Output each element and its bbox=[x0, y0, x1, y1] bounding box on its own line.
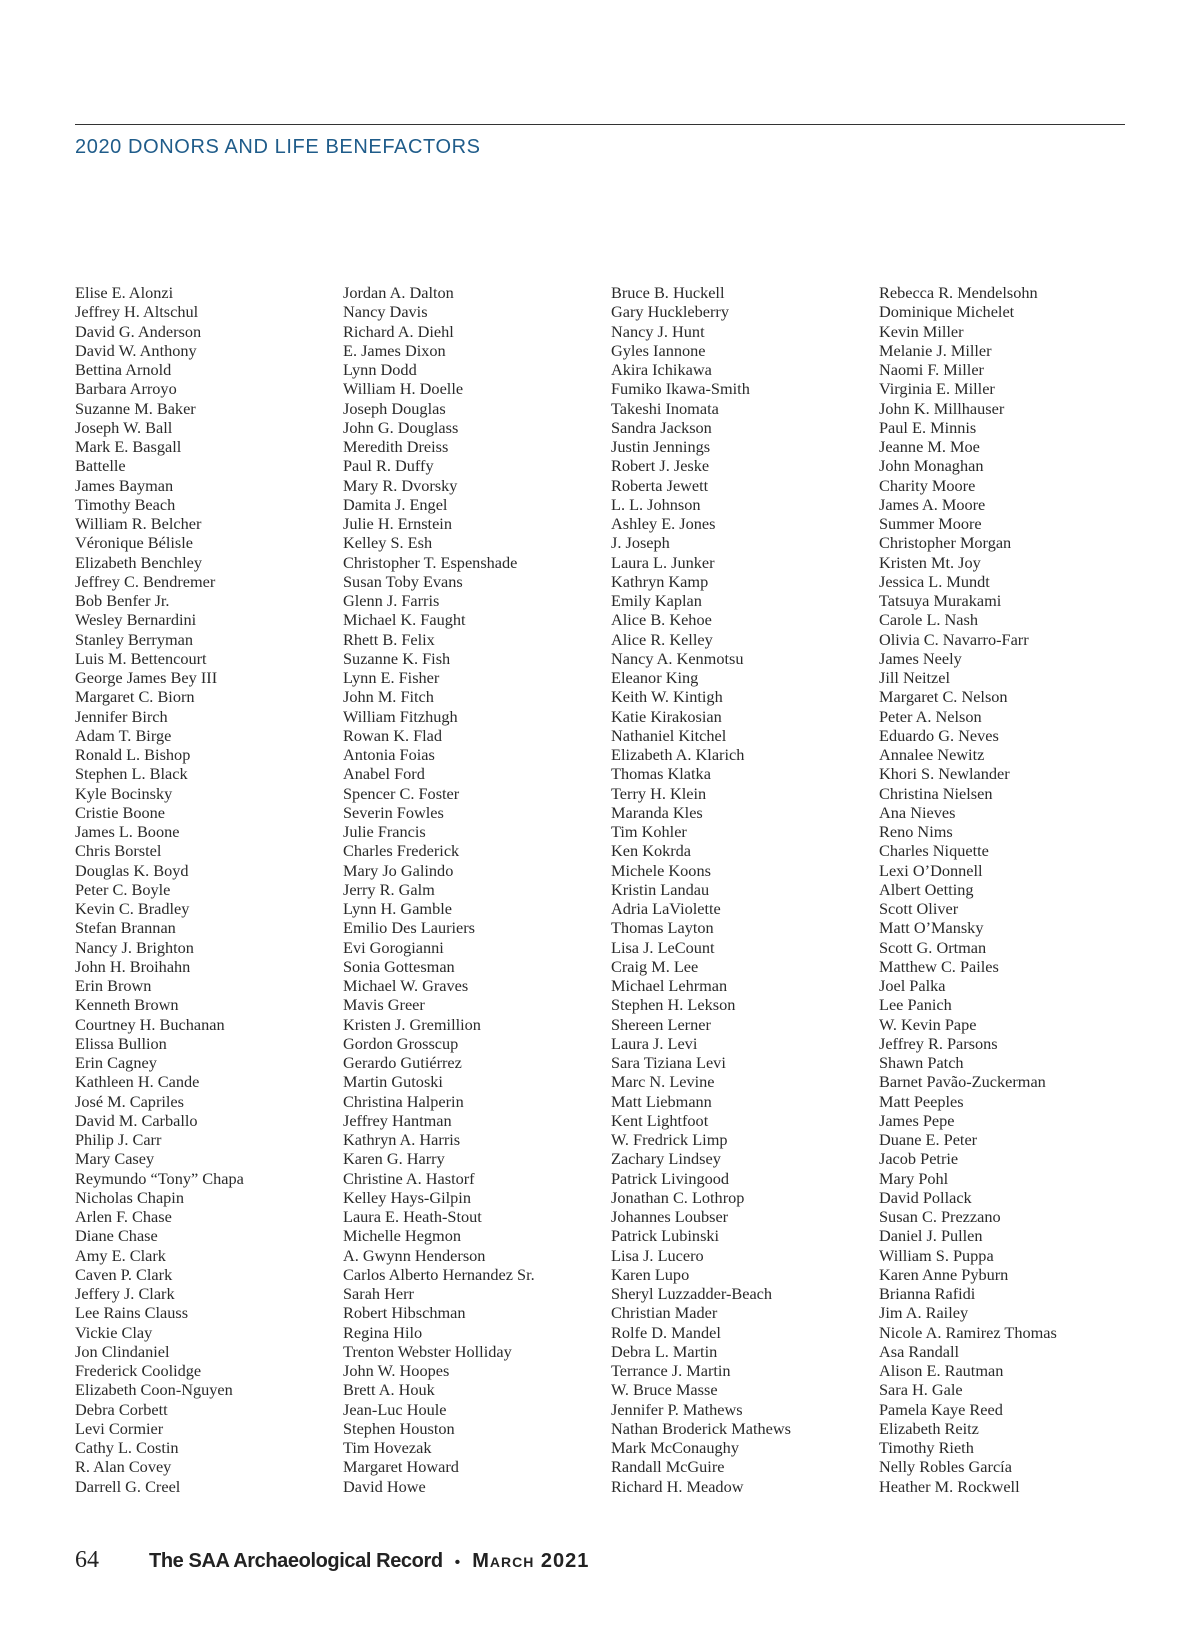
donor-name: Mark McConaughy bbox=[611, 1438, 739, 1457]
donor-name: Ken Kokrda bbox=[611, 841, 692, 861]
donor-name: Sarah Herr bbox=[343, 1284, 414, 1303]
donor-name: Zachary Lindsey bbox=[611, 1149, 721, 1169]
donor-name: Ashley E. Jones bbox=[611, 514, 716, 533]
donor-name: Jennifer P. Mathews bbox=[611, 1399, 743, 1419]
donor-name: Charles Niquette bbox=[879, 841, 989, 861]
donor-name: Levi Cormier bbox=[75, 1418, 164, 1438]
donor-name: Spencer C. Foster bbox=[343, 783, 460, 803]
donor-name: Amy E. Clark bbox=[75, 1245, 166, 1265]
donor-name: Nancy J. Brighton bbox=[75, 937, 194, 957]
donor-name: Lisa J. Lucero bbox=[611, 1245, 704, 1265]
donor-name: James L. Boone bbox=[75, 822, 180, 841]
header-rule bbox=[75, 124, 1125, 125]
donor-name: Jonathan C. Lothrop bbox=[611, 1187, 745, 1207]
donor-name: W. Kevin Pape bbox=[879, 1014, 977, 1034]
donor-name: Damita J. Engel bbox=[343, 494, 448, 514]
donor-name: David Howe bbox=[343, 1476, 426, 1496]
donor-name: Carole L. Nash bbox=[879, 610, 979, 630]
donor-name: Gerardo Gutiérrez bbox=[343, 1053, 462, 1072]
donor-name: Mavis Greer bbox=[343, 995, 425, 1015]
donor-name: Brianna Rafidi bbox=[879, 1284, 976, 1303]
donor-name: Thomas Layton bbox=[611, 918, 714, 938]
donor-name: Nicholas Chapin bbox=[75, 1187, 184, 1207]
donor-name: Terrance J. Martin bbox=[611, 1361, 731, 1380]
donor-name: Jeanne M. Moe bbox=[879, 437, 980, 456]
donor-name: Bruce B. Huckell bbox=[611, 283, 725, 302]
donor-name: Ana Nieves bbox=[879, 802, 956, 822]
donor-name: Cathy L. Costin bbox=[75, 1438, 179, 1457]
donor-name: Shereen Lerner bbox=[611, 1014, 711, 1034]
donor-name: Marc N. Levine bbox=[611, 1072, 715, 1092]
donor-name: John M. Fitch bbox=[343, 687, 434, 707]
donor-name: Craig M. Lee bbox=[611, 956, 699, 976]
donor-name: Christopher Morgan bbox=[879, 533, 1012, 553]
donor-name: William S. Puppa bbox=[879, 1245, 994, 1265]
donor-column-3 bbox=[611, 283, 879, 1496]
page-footer bbox=[75, 1547, 589, 1574]
donor-name: Debra L. Martin bbox=[611, 1341, 718, 1361]
donor-name: Adam T. Birge bbox=[75, 725, 172, 745]
donor-name: Albert Oetting bbox=[879, 879, 974, 899]
donor-name: Eleanor King bbox=[611, 668, 699, 687]
donor-name: Jean-Luc Houle bbox=[343, 1399, 447, 1419]
donor-name: Barnet Pavão-Zuckerman bbox=[879, 1072, 1046, 1092]
donor-name: Naomi F. Miller bbox=[879, 360, 984, 379]
donor-name: Christian Mader bbox=[611, 1303, 718, 1323]
donor-name: Alice R. Kelley bbox=[611, 629, 713, 649]
donor-name: Lexi O’Donnell bbox=[879, 860, 983, 880]
donor-name: Daniel J. Pullen bbox=[879, 1226, 983, 1246]
donor-name: Kent Lightfoot bbox=[611, 1110, 709, 1130]
donor-name: Anabel Ford bbox=[343, 764, 425, 784]
donor-name: Richard H. Meadow bbox=[611, 1476, 744, 1496]
donor-name: Emilio Des Lauriers bbox=[343, 918, 476, 938]
donor-name: Nathan Broderick Mathews bbox=[611, 1418, 791, 1438]
donor-name: Shawn Patch bbox=[879, 1053, 964, 1072]
donor-name: David W. Anthony bbox=[75, 340, 197, 360]
donor-name: Matt Peeples bbox=[879, 1091, 964, 1111]
donor-name: Kelley Hays-Gilpin bbox=[343, 1187, 471, 1207]
donor-name: Trenton Webster Holliday bbox=[343, 1341, 512, 1361]
publication-title: The SAA Archaeological Record bbox=[149, 1550, 443, 1572]
donor-name: Laura L. Junker bbox=[611, 552, 715, 572]
donor-name: Christina Halperin bbox=[343, 1091, 464, 1111]
donor-name: L. L. Johnson bbox=[611, 494, 701, 514]
donor-name: Heather M. Rockwell bbox=[879, 1476, 1020, 1496]
donor-name: Timothy Beach bbox=[75, 494, 176, 514]
donor-name: John H. Broihahn bbox=[75, 956, 191, 976]
donor-name: Jeffrey H. Altschul bbox=[75, 302, 199, 322]
donor-name: Sonia Gottesman bbox=[343, 956, 455, 976]
donor-name: Margaret C. Biorn bbox=[75, 687, 195, 707]
donor-name: David G. Anderson bbox=[75, 321, 202, 341]
donor-name: Julie H. Ernstein bbox=[343, 514, 452, 533]
donor-name: Caven P. Clark bbox=[75, 1264, 173, 1284]
donor-name: Kristin Landau bbox=[611, 879, 710, 899]
donor-name: Patrick Lubinski bbox=[611, 1226, 720, 1246]
page-title: 2020 DONORS AND LIFE BENEFACTORS bbox=[75, 136, 481, 158]
donor-name: Véronique Bélisle bbox=[75, 533, 194, 553]
donor-name: Robert J. Jeske bbox=[611, 456, 710, 476]
donor-name: Ronald L. Bishop bbox=[75, 745, 191, 764]
donor-name: Erin Brown bbox=[75, 976, 152, 995]
donor-name: Kathryn A. Harris bbox=[343, 1130, 461, 1149]
donor-name: Akira Ichikawa bbox=[611, 360, 712, 379]
donor-name: Charity Moore bbox=[879, 475, 976, 495]
donor-name: Virginia E. Miller bbox=[879, 379, 995, 399]
donor-name: Kristen Mt. Joy bbox=[879, 552, 981, 572]
donor-name: Rhett B. Felix bbox=[343, 629, 435, 649]
donor-name: Justin Jennings bbox=[611, 437, 711, 456]
donor-name: Philip J. Carr bbox=[75, 1130, 162, 1149]
donor-name: Michael Lehrman bbox=[611, 976, 728, 995]
donor-name: Jerry R. Galm bbox=[343, 879, 435, 899]
donor-name: Christine A. Hastorf bbox=[343, 1168, 475, 1188]
donor-name: Rolfe D. Mandel bbox=[611, 1322, 721, 1342]
donor-name: Rowan K. Flad bbox=[343, 725, 443, 745]
donor-name: John Monaghan bbox=[879, 456, 984, 476]
donor-name: Lynn Dodd bbox=[343, 360, 417, 379]
donor-name: Nathaniel Kitchel bbox=[611, 725, 727, 745]
donor-name: Tim Hovezak bbox=[343, 1438, 432, 1457]
donor-name: Joseph Douglas bbox=[343, 398, 446, 418]
donor-name: Karen Anne Pyburn bbox=[879, 1264, 1009, 1284]
donor-name: Sara H. Gale bbox=[879, 1380, 963, 1400]
donor-name: Mary Jo Galindo bbox=[343, 860, 454, 880]
donor-name: Timothy Rieth bbox=[879, 1438, 974, 1457]
donor-name: Luis M. Bettencourt bbox=[75, 648, 207, 668]
donor-name: Kelley S. Esh bbox=[343, 533, 433, 553]
donor-name: Stefan Brannan bbox=[75, 918, 176, 938]
donor-name: Erin Cagney bbox=[75, 1053, 157, 1072]
donor-name: Mary R. Dvorsky bbox=[343, 475, 458, 495]
donor-name: Courtney H. Buchanan bbox=[75, 1014, 225, 1034]
donor-name: Vickie Clay bbox=[75, 1322, 153, 1342]
donor-name: Michele Koons bbox=[611, 860, 711, 880]
donor-name: Robert Hibschman bbox=[343, 1303, 466, 1323]
donor-name: Roberta Jewett bbox=[611, 475, 709, 495]
donor-name: Margaret Howard bbox=[343, 1457, 459, 1477]
donor-name: Summer Moore bbox=[879, 514, 982, 533]
donor-name: William Fitzhugh bbox=[343, 706, 458, 726]
donor-name: Elizabeth A. Klarich bbox=[611, 745, 745, 764]
donor-name: Meredith Dreiss bbox=[343, 437, 449, 456]
donor-name: Keith W. Kintigh bbox=[611, 687, 723, 707]
donor-name: Jacob Petrie bbox=[879, 1149, 959, 1169]
donor-name: Laura J. Levi bbox=[611, 1033, 698, 1053]
donor-name: Bob Benfer Jr. bbox=[75, 591, 170, 610]
donor-name: Tim Kohler bbox=[611, 822, 687, 841]
donor-name: Susan C. Prezzano bbox=[879, 1207, 1001, 1226]
donor-name: Stephen L. Black bbox=[75, 764, 188, 784]
footer-bullet: • bbox=[454, 1554, 461, 1571]
donor-name: Barbara Arroyo bbox=[75, 379, 177, 399]
donor-name: Julie Francis bbox=[343, 822, 426, 841]
donor-name: Richard A. Diehl bbox=[343, 321, 454, 341]
donor-name: David M. Carballo bbox=[75, 1110, 198, 1130]
donor-name: Jennifer Birch bbox=[75, 706, 168, 726]
donor-name: Severin Fowles bbox=[343, 802, 444, 822]
donor-name: Stanley Berryman bbox=[75, 629, 194, 649]
donor-name: Melanie J. Miller bbox=[879, 340, 992, 360]
donor-name: J. Joseph bbox=[611, 533, 670, 553]
donor-name: Paul E. Minnis bbox=[879, 417, 977, 437]
donor-name: Lynn H. Gamble bbox=[343, 899, 452, 918]
donor-name: Duane E. Peter bbox=[879, 1130, 978, 1149]
donor-name: Diane Chase bbox=[75, 1226, 158, 1246]
donor-name: Eduardo G. Neves bbox=[879, 725, 999, 745]
donor-name: Bettina Arnold bbox=[75, 360, 172, 379]
donor-name: Nelly Robles García bbox=[879, 1457, 1012, 1477]
donor-name: Glenn J. Farris bbox=[343, 591, 440, 610]
donor-name: José M. Capriles bbox=[75, 1091, 184, 1111]
donor-name: Michael K. Faught bbox=[343, 610, 466, 630]
donor-name: Jim A. Railey bbox=[879, 1303, 969, 1323]
donor-column-4 bbox=[879, 283, 1147, 1496]
donor-name: John W. Hoopes bbox=[343, 1361, 450, 1380]
donor-name: James Pepe bbox=[879, 1110, 955, 1130]
donor-list bbox=[75, 283, 1147, 1496]
donor-name: William H. Doelle bbox=[343, 379, 464, 399]
donor-name: Asa Randall bbox=[879, 1341, 960, 1361]
donor-name: Elizabeth Reitz bbox=[879, 1418, 979, 1438]
donor-name: Chris Borstel bbox=[75, 841, 162, 861]
donor-name: Jordan A. Dalton bbox=[343, 283, 454, 302]
donor-name: Khori S. Newlander bbox=[879, 764, 1010, 784]
donor-name: Arlen F. Chase bbox=[75, 1207, 172, 1226]
donor-name: Charles Frederick bbox=[343, 841, 460, 861]
donor-name: Lee Panich bbox=[879, 995, 952, 1015]
donor-name: Darrell G. Creel bbox=[75, 1476, 181, 1496]
donor-name: Michelle Hegmon bbox=[343, 1226, 462, 1246]
donor-name: Sheryl Luzzadder-Beach bbox=[611, 1284, 773, 1303]
donor-name: Terry H. Klein bbox=[611, 783, 707, 803]
donor-name: Gordon Grosscup bbox=[343, 1033, 459, 1053]
donor-name: Christina Nielsen bbox=[879, 783, 993, 803]
donor-name: Emily Kaplan bbox=[611, 591, 702, 610]
donor-name: Wesley Bernardini bbox=[75, 610, 197, 630]
donor-name: James Neely bbox=[879, 648, 962, 668]
donor-name: Kenneth Brown bbox=[75, 995, 179, 1015]
donor-name: Reymundo “Tony” Chapa bbox=[75, 1168, 244, 1188]
donor-name: Margaret C. Nelson bbox=[879, 687, 1008, 707]
donor-name: Patrick Livingood bbox=[611, 1168, 730, 1188]
donor-name: Christopher T. Espenshade bbox=[343, 552, 518, 572]
donor-column-1 bbox=[75, 283, 343, 1496]
donor-name: Matthew C. Pailes bbox=[879, 956, 999, 976]
donor-name: Jeffrey C. Bendremer bbox=[75, 571, 216, 591]
donor-name: Jill Neitzel bbox=[879, 668, 950, 687]
donor-name: Scott G. Ortman bbox=[879, 937, 987, 957]
donor-name: Thomas Klatka bbox=[611, 764, 711, 784]
donor-name: R. Alan Covey bbox=[75, 1457, 172, 1477]
donor-name: James Bayman bbox=[75, 475, 174, 495]
donor-name: Rebecca R. Mendelsohn bbox=[879, 283, 1038, 302]
donor-name: Jon Clindaniel bbox=[75, 1341, 170, 1361]
donor-name: Debra Corbett bbox=[75, 1399, 168, 1419]
donor-name: Karen G. Harry bbox=[343, 1149, 445, 1169]
donor-name: Annalee Newitz bbox=[879, 745, 985, 764]
donor-name: Sandra Jackson bbox=[611, 417, 712, 437]
donor-name: Jessica L. Mundt bbox=[879, 571, 990, 591]
donor-name: W. Bruce Masse bbox=[611, 1380, 718, 1400]
donor-name: Peter C. Boyle bbox=[75, 879, 171, 899]
donor-name: Matt O’Mansky bbox=[879, 918, 984, 938]
donor-name: David Pollack bbox=[879, 1187, 972, 1207]
donor-name: Kathryn Kamp bbox=[611, 571, 709, 591]
donor-name: Evi Gorogianni bbox=[343, 937, 444, 957]
donor-name: Alison E. Rautman bbox=[879, 1361, 1004, 1380]
issue-date: March 2021 bbox=[472, 1550, 590, 1572]
donor-name: Paul R. Duffy bbox=[343, 456, 434, 476]
donor-name: Lee Rains Clauss bbox=[75, 1303, 189, 1323]
donor-name: William R. Belcher bbox=[75, 514, 202, 533]
donor-name: Nicole A. Ramirez Thomas bbox=[879, 1322, 1057, 1342]
donor-name: Elissa Bullion bbox=[75, 1033, 167, 1053]
donor-name: Karen Lupo bbox=[611, 1264, 690, 1284]
donor-name: Cristie Boone bbox=[75, 802, 165, 822]
donor-name: Johannes Loubser bbox=[611, 1207, 729, 1226]
donor-name: Jeffery J. Clark bbox=[75, 1284, 175, 1303]
donor-name: W. Fredrick Limp bbox=[611, 1130, 728, 1149]
donor-name: Joel Palka bbox=[879, 976, 946, 995]
donor-name: Kyle Bocinsky bbox=[75, 783, 173, 803]
donor-name: Nancy Davis bbox=[343, 302, 428, 322]
donor-name: Martin Gutoski bbox=[343, 1072, 443, 1092]
donor-name: Lynn E. Fisher bbox=[343, 668, 440, 687]
donor-name: Kristen J. Gremillion bbox=[343, 1014, 481, 1034]
donor-name: Laura E. Heath-Stout bbox=[343, 1207, 482, 1226]
donor-name: George James Bey III bbox=[75, 668, 218, 687]
donor-name: Mark E. Basgall bbox=[75, 437, 182, 456]
donor-name: Takeshi Inomata bbox=[611, 398, 719, 418]
donor-name: Elizabeth Benchley bbox=[75, 552, 203, 572]
donor-name: Dominique Michelet bbox=[879, 302, 1015, 322]
donor-name: A. Gwynn Henderson bbox=[343, 1245, 486, 1265]
donor-name: Nancy A. Kenmotsu bbox=[611, 648, 744, 668]
donor-name: Reno Nims bbox=[879, 822, 953, 841]
donor-name: Kevin Miller bbox=[879, 321, 964, 341]
page-number: 64 bbox=[75, 1547, 99, 1573]
donor-name: Regina Hilo bbox=[343, 1322, 423, 1342]
donor-name: Lisa J. LeCount bbox=[611, 937, 715, 957]
donor-name: Pamela Kaye Reed bbox=[879, 1399, 1003, 1419]
donor-name: Suzanne M. Baker bbox=[75, 398, 196, 418]
donor-name: Peter A. Nelson bbox=[879, 706, 982, 726]
donor-name: Susan Toby Evans bbox=[343, 571, 463, 591]
donor-name: John G. Douglass bbox=[343, 417, 459, 437]
donor-name: Suzanne K. Fish bbox=[343, 648, 451, 668]
donor-name: Randall McGuire bbox=[611, 1457, 725, 1477]
donor-name: Kevin C. Bradley bbox=[75, 899, 190, 918]
donor-name: Gary Huckleberry bbox=[611, 302, 729, 322]
donor-name: Stephen Houston bbox=[343, 1418, 455, 1438]
donor-name: Michael W. Graves bbox=[343, 976, 469, 995]
donor-name: Fumiko Ikawa-Smith bbox=[611, 379, 750, 399]
donor-name: Jeffrey Hantman bbox=[343, 1110, 452, 1130]
donor-name: Elise E. Alonzi bbox=[75, 283, 174, 302]
donor-column-2 bbox=[343, 283, 611, 1496]
donor-name: Antonia Foias bbox=[343, 745, 435, 764]
donor-name: Alice B. Kehoe bbox=[611, 610, 712, 630]
donor-name: Olivia C. Navarro-Farr bbox=[879, 629, 1029, 649]
donor-name: Frederick Coolidge bbox=[75, 1361, 202, 1380]
donor-name: Battelle bbox=[75, 456, 126, 476]
donor-name: Nancy J. Hunt bbox=[611, 321, 705, 341]
donor-name: Douglas K. Boyd bbox=[75, 860, 189, 880]
donor-name: Mary Pohl bbox=[879, 1168, 949, 1188]
donor-name: James A. Moore bbox=[879, 494, 986, 514]
donor-name: Carlos Alberto Hernandez Sr. bbox=[343, 1264, 535, 1284]
donor-name: Katie Kirakosian bbox=[611, 706, 722, 726]
donor-name: E. James Dixon bbox=[343, 340, 446, 360]
donor-name: Matt Liebmann bbox=[611, 1091, 712, 1111]
donor-name: Kathleen H. Cande bbox=[75, 1072, 200, 1092]
donor-name: Sara Tiziana Levi bbox=[611, 1053, 726, 1072]
donor-name: Tatsuya Murakami bbox=[879, 591, 1002, 610]
donor-name: Gyles Iannone bbox=[611, 340, 706, 360]
donor-name: Elizabeth Coon-Nguyen bbox=[75, 1380, 233, 1400]
donor-name: Joseph W. Ball bbox=[75, 417, 173, 437]
donor-name: Jeffrey R. Parsons bbox=[879, 1033, 998, 1053]
donor-name: Mary Casey bbox=[75, 1149, 155, 1169]
donor-name: Scott Oliver bbox=[879, 899, 959, 918]
donor-name: John K. Millhauser bbox=[879, 398, 1005, 418]
donor-name: Maranda Kles bbox=[611, 802, 703, 822]
donor-name: Adria LaViolette bbox=[611, 899, 721, 918]
donor-name: Stephen H. Lekson bbox=[611, 995, 736, 1015]
donor-name: Brett A. Houk bbox=[343, 1380, 435, 1400]
